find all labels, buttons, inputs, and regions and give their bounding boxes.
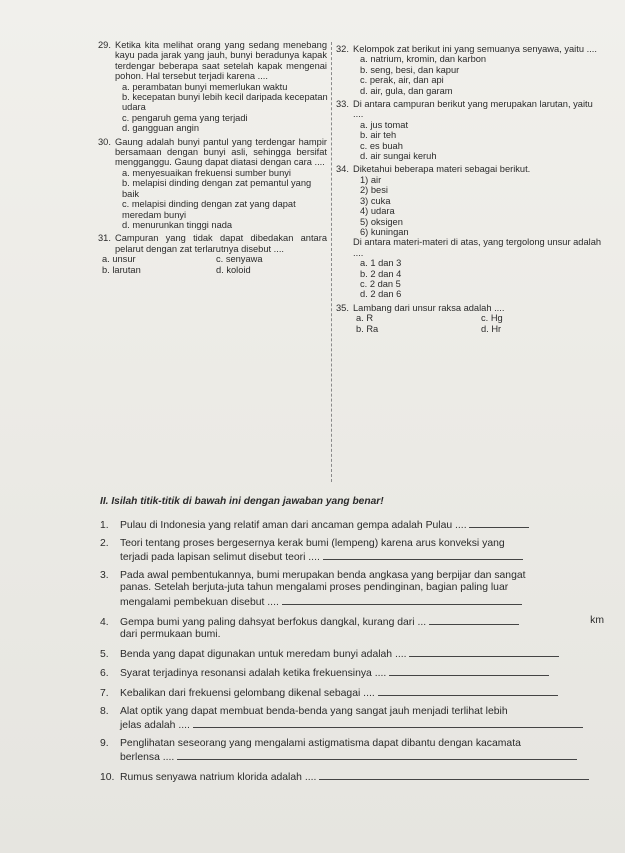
essay-item-5 [100,647,620,662]
option-d[interactable]: d. 2 dan 6 [360,289,402,300]
option-d[interactable]: d. Hr [481,323,502,334]
option-a[interactable]: a. perambatan bunyi memerlukan waktu [122,81,288,92]
option-b[interactable]: b. air teh [360,130,397,141]
right-column [336,44,606,337]
answer-blank[interactable] [469,518,529,528]
option-c[interactable]: c. melapisi dinding dengan zat yang dapat meredam bunyi [122,199,296,220]
answer-blank[interactable] [429,615,519,625]
essay-item-8 [100,706,620,733]
option-d[interactable]: d. air, gula, dan garam [360,85,453,96]
essay-text: Syarat terjadinya resonansi adalah ketika frekuensinya .... [120,668,387,680]
option-a[interactable]: a. jus tomat [360,119,409,130]
unit-label: km [590,614,604,626]
essay-text: Teori tentang proses bergesernya kerak bumi (lempeng) karena arus konveksi yang [120,537,505,549]
question-30 [98,137,330,231]
essay-item-4 [100,615,620,642]
answer-blank[interactable] [389,666,549,676]
question-stem: Di antara materi-materi di atas, yang tergolong unsur adalah .... [353,237,602,258]
question-number: 35. [336,302,349,313]
essay-number: 5. [100,648,109,660]
option-c[interactable]: c. Hg [481,313,503,324]
essay-text-continued: jelas adalah .... [120,720,190,732]
question-number: 31. [98,233,111,244]
essay-text: Kebalikan dari frekuensi gelombang dikenal sebagai .... [120,687,375,699]
question-number: 33. [336,99,349,110]
question-text: Kelompok zat berikut ini yang semuanya senyawa, yaitu .... [353,44,597,54]
option-d[interactable]: d. gangguan angin [122,123,200,134]
essay-item-9 [100,738,620,765]
answer-blank[interactable] [409,647,559,657]
list-item: 3) cuka [360,195,391,206]
question-text: Di antara campuran berikut yang merupakan larutan, yaitu .... [353,99,593,120]
answer-blank[interactable] [193,718,583,728]
option-c[interactable]: c. perak, air, dan api [360,75,444,86]
option-d[interactable]: d. air sungai keruh [360,151,437,162]
essay-number: 7. [100,687,109,699]
essay-text-continued: dari permukaan bumi. [120,629,221,641]
question-number: 29. [98,40,111,50]
question-text: Campuran yang tidak dapat dibedakan antara pelarut dengan zat terlarutnya disebut .... [115,233,327,254]
option-c[interactable]: c. es buah [360,140,403,151]
option-a[interactable]: a. unsur [102,254,136,265]
essay-text-continued: terjadi pada lapisan selimut disebut teori .... [120,552,320,564]
question-32 [336,44,606,96]
essay-text: Alat optik yang dapat membuat benda-benda yang sangat jauh menjadi terlihat lebih [120,705,508,717]
essay-item-7 [100,686,620,701]
list-item: 4) udara [360,206,395,217]
option-b[interactable]: b. larutan [102,264,141,275]
section-title: II. Isilah titik-titik di bawah ini dengan jawaban yang benar! [100,496,384,507]
option-a[interactable]: a. natrium, kromin, dan karbon [360,54,487,65]
essay-text: Rumus senyawa natrium klorida adalah .... [120,771,317,783]
left-column [98,40,330,278]
essay-item-1 [100,518,620,533]
essay-item-6 [100,666,620,681]
option-d[interactable]: d. menurunkan tinggi nada [122,219,233,230]
column-divider [331,42,332,482]
essay-number: 9. [100,737,109,749]
essay-text-continued: berlensa .... [120,752,175,764]
answer-blank[interactable] [177,750,577,760]
option-c[interactable]: c. 2 dan 5 [360,278,401,289]
question-35 [336,303,606,334]
option-b[interactable]: b. Ra [356,323,379,334]
answer-blank[interactable] [319,770,589,780]
essay-text-continued: mengalami pembekuan disebut .... [120,596,279,608]
question-text: Lambang dari unsur raksa adalah .... [353,302,505,313]
essay-number: 1. [100,520,109,531]
answer-blank[interactable] [378,686,558,696]
question-31 [98,233,330,275]
option-c[interactable]: c. senyawa [216,254,263,265]
answer-blank[interactable] [323,550,523,560]
question-number: 30. [98,136,111,147]
question-text: Ketika kita melihat orang yang sedang menebang kayu pada jarak yang jauh, bunyi beradunya kapak terdengar beberapa saat setelah kapak mengenai pohon. Hal tersebut terjadi karena .... [115,40,327,82]
list-item: 2) besi [360,185,388,196]
option-b[interactable]: b. kecepatan bunyi lebih kecil daripada kecepatan udara [122,92,328,113]
question-number: 32. [336,44,349,54]
essay-item-10 [100,770,620,785]
question-33 [336,99,606,161]
list-item: 1) air [360,174,382,185]
option-c[interactable]: c. pengaruh gema yang terjadi [122,112,248,123]
question-29 [98,40,330,134]
question-34 [336,164,606,299]
question-number: 34. [336,164,349,175]
option-a[interactable]: a. menyesuaikan frekuensi sumber bunyi [122,167,291,178]
essay-number: 4. [100,616,109,628]
question-text: Diketahui beberapa materi sebagai berikut. [353,164,531,175]
option-b[interactable]: b. melapisi dinding dengan zat pemantul yang baik [122,178,312,199]
essay-item-3 [100,570,620,610]
essay-number: 3. [100,569,109,581]
essay-number: 2. [100,537,109,549]
option-b[interactable]: b. 2 dan 4 [360,268,402,279]
list-item: 6) kuningan [360,226,409,237]
option-d[interactable]: d. koloid [216,264,251,275]
essay-number: 6. [100,668,109,680]
list-item: 5) oksigen [360,216,403,227]
essay-text: Penglihatan seseorang yang mengalami astigmatisma dapat dibantu dengan kacamata [120,737,521,749]
essay-questions [100,518,620,790]
option-a[interactable]: a. 1 dan 3 [360,258,402,269]
essay-text: Gempa bumi yang paling dahsyat berfokus dangkal, kurang dari ... [120,616,427,628]
answer-blank[interactable] [282,595,522,605]
option-b[interactable]: b. seng, besi, dan kapur [360,64,460,75]
question-text: Gaung adalah bunyi pantul yang terdengar hampir bersamaan dengan bunyi asli, sehingga bersifat mengganggu. Gaung dapat diatasi dengan cara .... [115,136,327,168]
essay-item-2 [100,538,620,565]
option-a[interactable]: a. R [356,313,374,324]
essay-number: 8. [100,705,109,717]
essay-text: Benda yang dapat digunakan untuk meredam bunyi adalah .... [120,648,407,660]
essay-text-continued: panas. Setelah berjuta-juta tahun mengalami proses pendinginan, bagian paling luar [120,582,509,594]
essay-text: Pada awal pembentukannya, bumi merupakan benda angkasa yang berpijar dan sangat [120,569,526,581]
essay-text: Pulau di Indonesia yang relatif aman dari ancaman gempa adalah Pulau .... [120,520,467,531]
essay-number: 10. [100,771,115,783]
